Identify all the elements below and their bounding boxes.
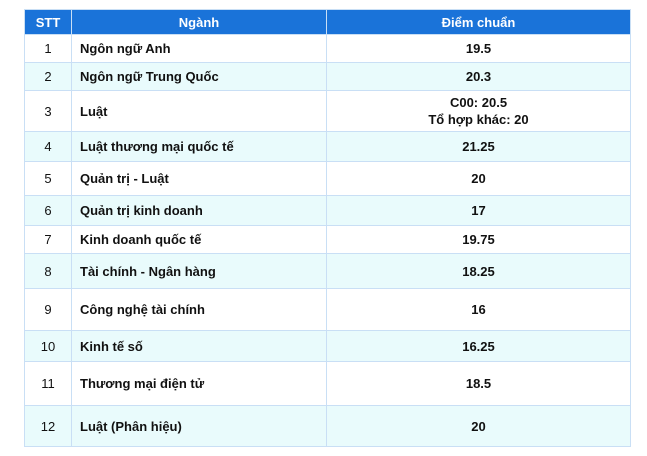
cell-diem-chuan — [327, 289, 631, 331]
cell-diem-chuan — [327, 331, 631, 362]
cell-diem-chuan — [327, 162, 631, 196]
table-row — [25, 226, 631, 254]
cell-stt: 8 — [25, 254, 72, 289]
cell-nganh: Công nghệ tài chính — [72, 289, 327, 331]
diem-chuan-value: 19.5 — [465, 41, 492, 56]
cell-stt: 6 — [25, 196, 72, 226]
diem-chuan-value: 17 — [471, 203, 486, 218]
diem-chuan-value: 20.3 — [465, 69, 492, 84]
diem-chuan-value: Tổ hợp khác: 20 — [428, 112, 529, 127]
cell-diem-chuan — [327, 63, 631, 91]
score-table-container — [24, 9, 630, 447]
diem-chuan-value: 20 — [471, 171, 486, 186]
diem-chuan-value: 18.25 — [462, 263, 495, 279]
header-stt: STT — [25, 10, 72, 35]
cell-diem-chuan — [327, 91, 631, 132]
cell-diem-chuan — [327, 406, 631, 447]
table-row — [25, 35, 631, 63]
cell-nganh: Luật (Phân hiệu) — [72, 406, 327, 447]
table-body — [25, 35, 631, 447]
cell-nganh: Kinh tế số — [72, 331, 327, 362]
table-row — [25, 162, 631, 196]
cell-diem-chuan — [327, 196, 631, 226]
diem-chuan-value: C00: 20.5 — [449, 95, 508, 110]
cell-nganh: Thương mại điện tử — [72, 362, 327, 406]
diem-chuan-value: 18.5 — [465, 376, 492, 391]
table-row — [25, 289, 631, 331]
header-row — [25, 10, 631, 35]
cell-stt: 1 — [25, 35, 72, 63]
cell-stt: 7 — [25, 226, 72, 254]
cell-stt: 4 — [25, 132, 72, 162]
table-row — [25, 254, 631, 289]
cell-stt: 12 — [25, 406, 72, 447]
cell-stt: 2 — [25, 63, 72, 91]
cell-stt: 9 — [25, 289, 72, 331]
cell-nganh: Quản trị - Luật — [72, 162, 327, 196]
cell-diem-chuan — [327, 254, 631, 289]
table-row — [25, 132, 631, 162]
table-row — [25, 63, 631, 91]
cell-diem-chuan — [327, 132, 631, 162]
table-row — [25, 406, 631, 447]
table-row — [25, 91, 631, 132]
cell-diem-chuan — [327, 362, 631, 406]
admission-score-table — [24, 9, 631, 447]
cell-nganh: Quản trị kinh doanh — [72, 196, 327, 226]
cell-nganh: Luật thương mại quốc tế — [72, 132, 327, 162]
diem-chuan-value: 19.75 — [462, 232, 495, 247]
cell-nganh: Ngôn ngữ Anh — [72, 35, 327, 63]
table-header — [25, 10, 631, 35]
table-row — [25, 362, 631, 406]
diem-chuan-value: 16.25 — [462, 338, 495, 354]
table-row — [25, 196, 631, 226]
diem-chuan-value: 20 — [471, 418, 486, 434]
cell-nganh: Ngôn ngữ Trung Quốc — [72, 63, 327, 91]
cell-stt: 10 — [25, 331, 72, 362]
cell-diem-chuan — [327, 35, 631, 63]
diem-chuan-value: 16 — [471, 302, 486, 317]
cell-nganh: Tài chính - Ngân hàng — [72, 254, 327, 289]
table-row — [25, 331, 631, 362]
cell-stt: 3 — [25, 91, 72, 132]
header-nganh: Ngành — [72, 10, 327, 35]
cell-nganh: Kinh doanh quốc tế — [72, 226, 327, 254]
cell-stt: 11 — [25, 362, 72, 406]
diem-chuan-value: 21.25 — [462, 139, 495, 154]
header-diem-chuan: Điểm chuẩn — [327, 10, 631, 35]
cell-stt: 5 — [25, 162, 72, 196]
cell-diem-chuan — [327, 226, 631, 254]
cell-nganh: Luật — [72, 91, 327, 132]
